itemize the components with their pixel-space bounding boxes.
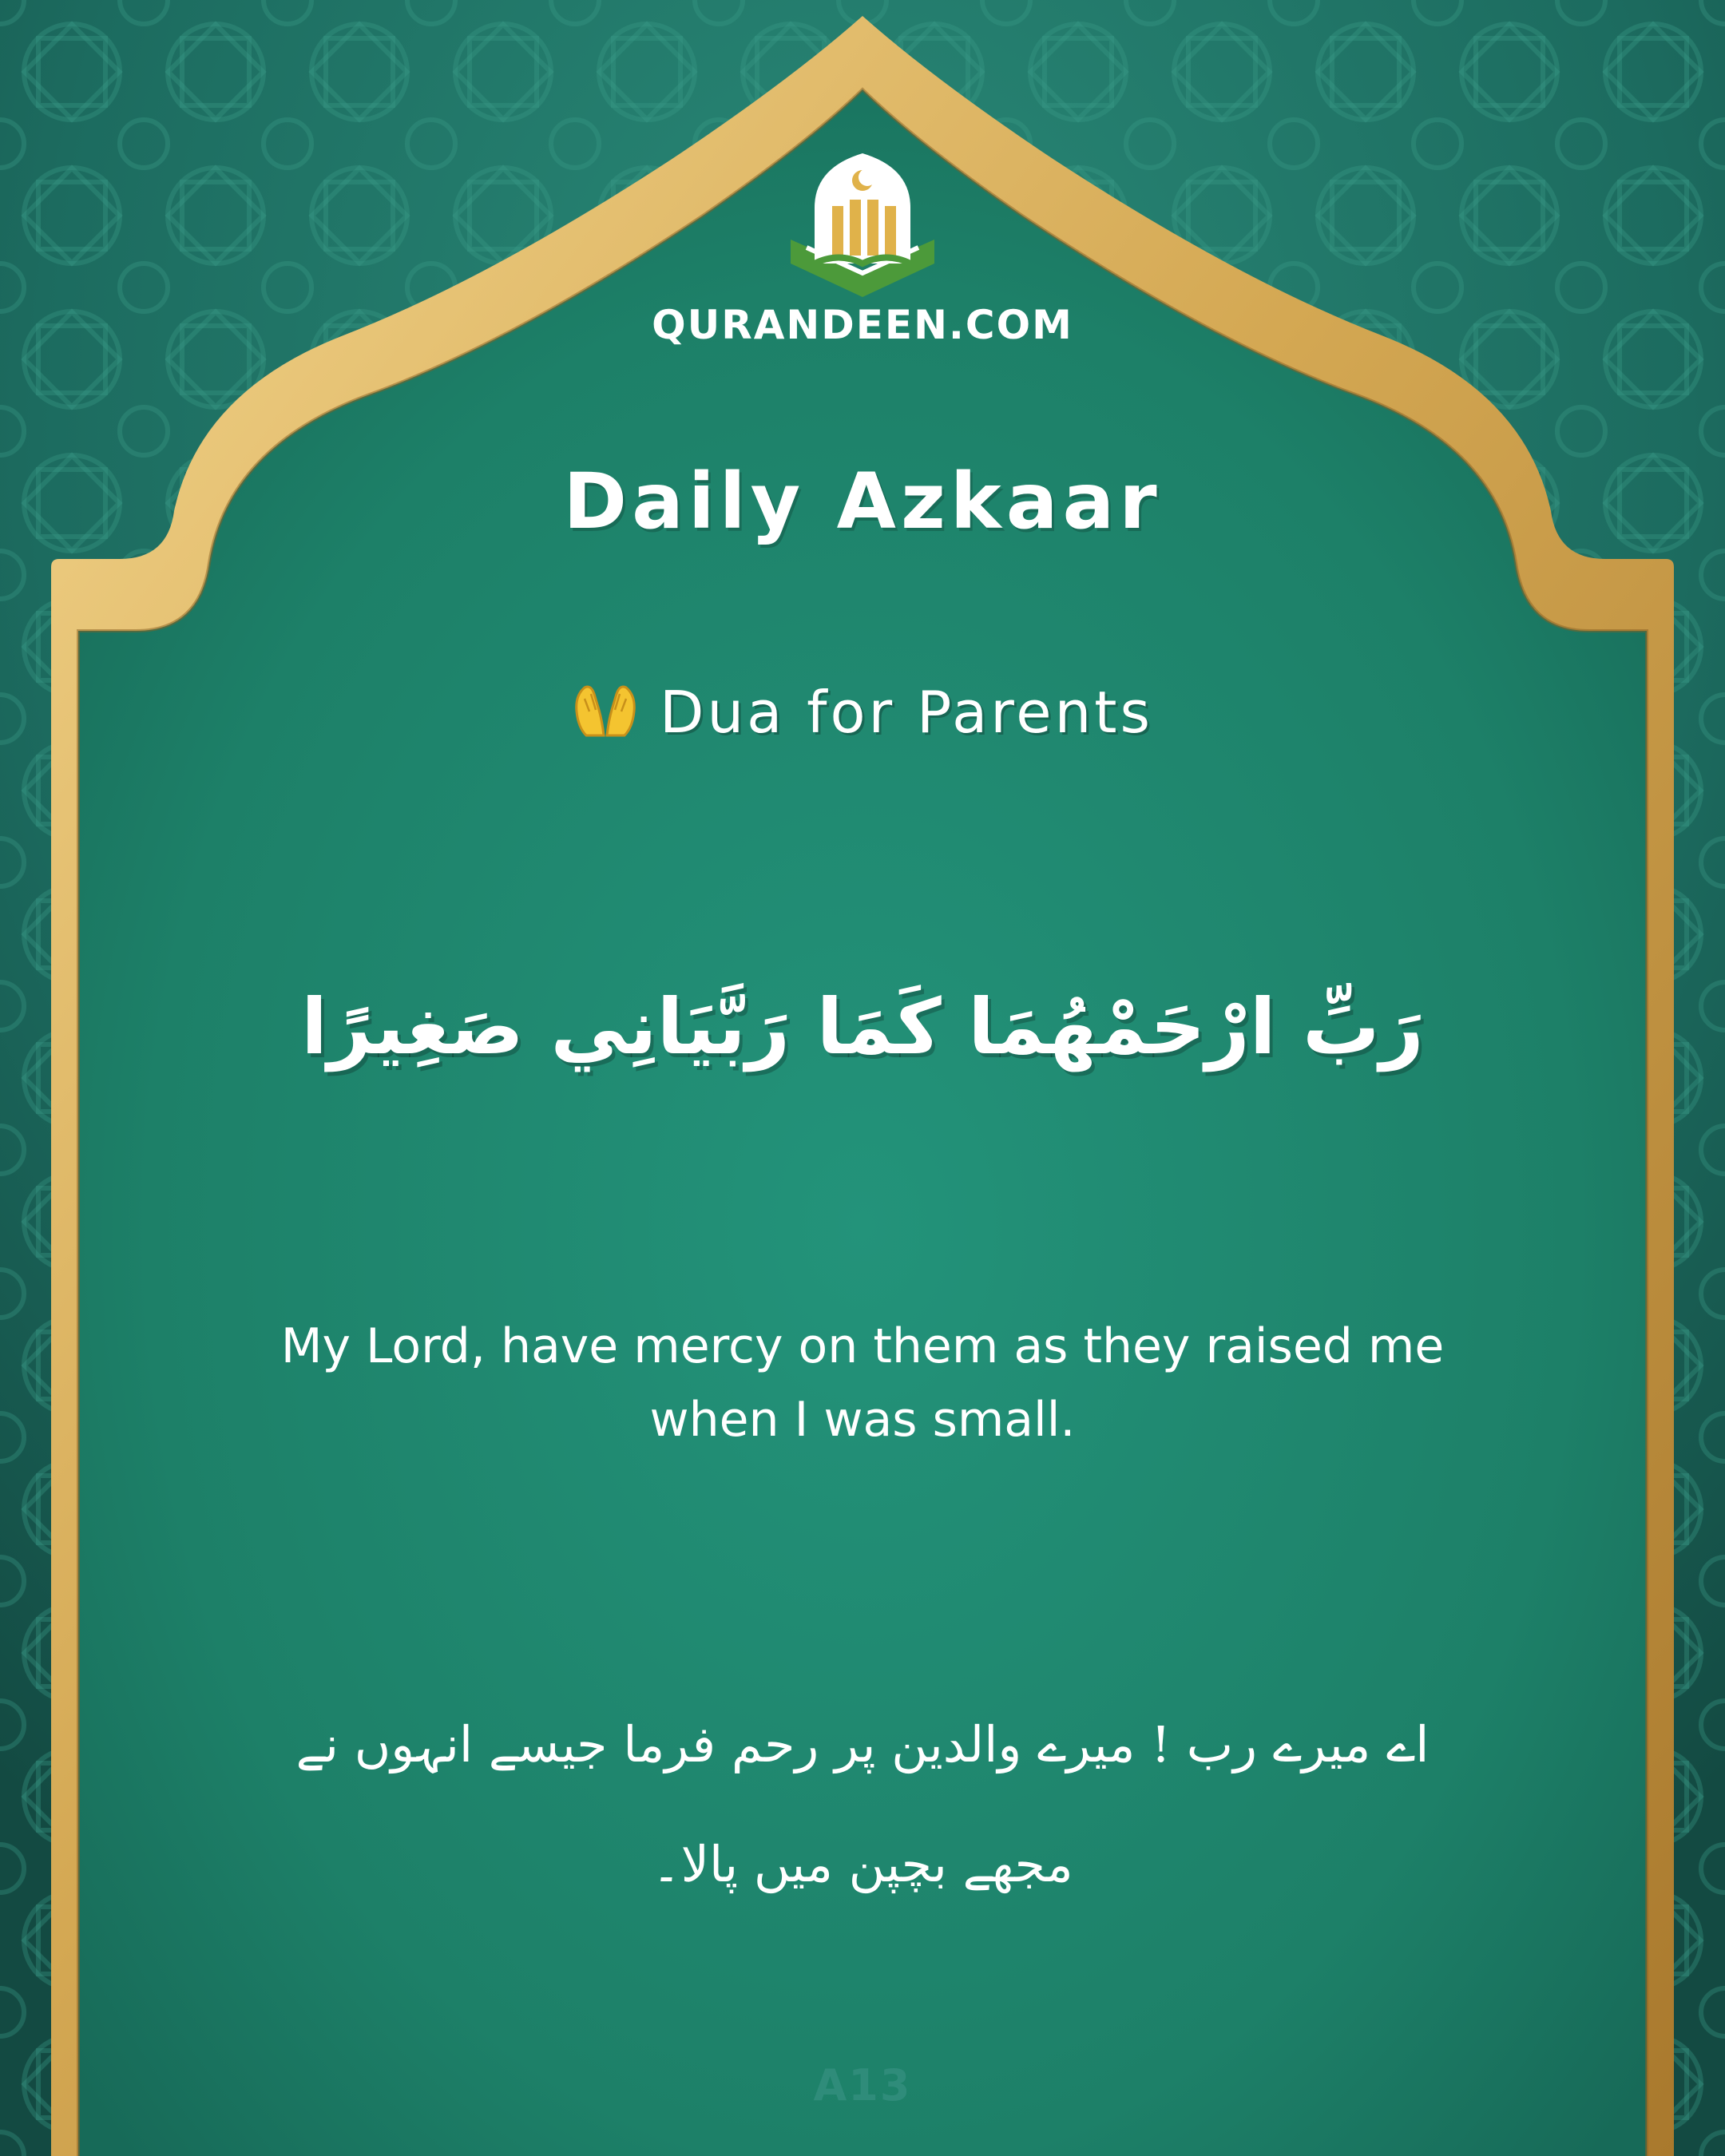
english-translation: My Lord, have mercy on them as they raised me when I was small. <box>280 1318 1445 1448</box>
raised-hands-emoji-icon <box>572 680 639 739</box>
arabic-dua: رَبِّ ارْحَمْهُمَا كَمَا رَبَّيَانِي صَغِيرًا <box>301 982 1424 1072</box>
urdu-translation: اے میرے رب ! میرے والدین پر رحم فرما جیسے انہوں نے مجھے بچپن میں پالا۔ <box>295 1715 1430 1893</box>
subtitle <box>0 679 1725 746</box>
card-code: A13 <box>813 2060 912 2110</box>
page-title: Daily Azkaar <box>563 457 1162 546</box>
mosque-book-logo-icon <box>783 144 942 303</box>
subtitle-text: Dua for Parents <box>660 679 1153 746</box>
site-name: QURANDEEN.COM <box>652 302 1073 348</box>
